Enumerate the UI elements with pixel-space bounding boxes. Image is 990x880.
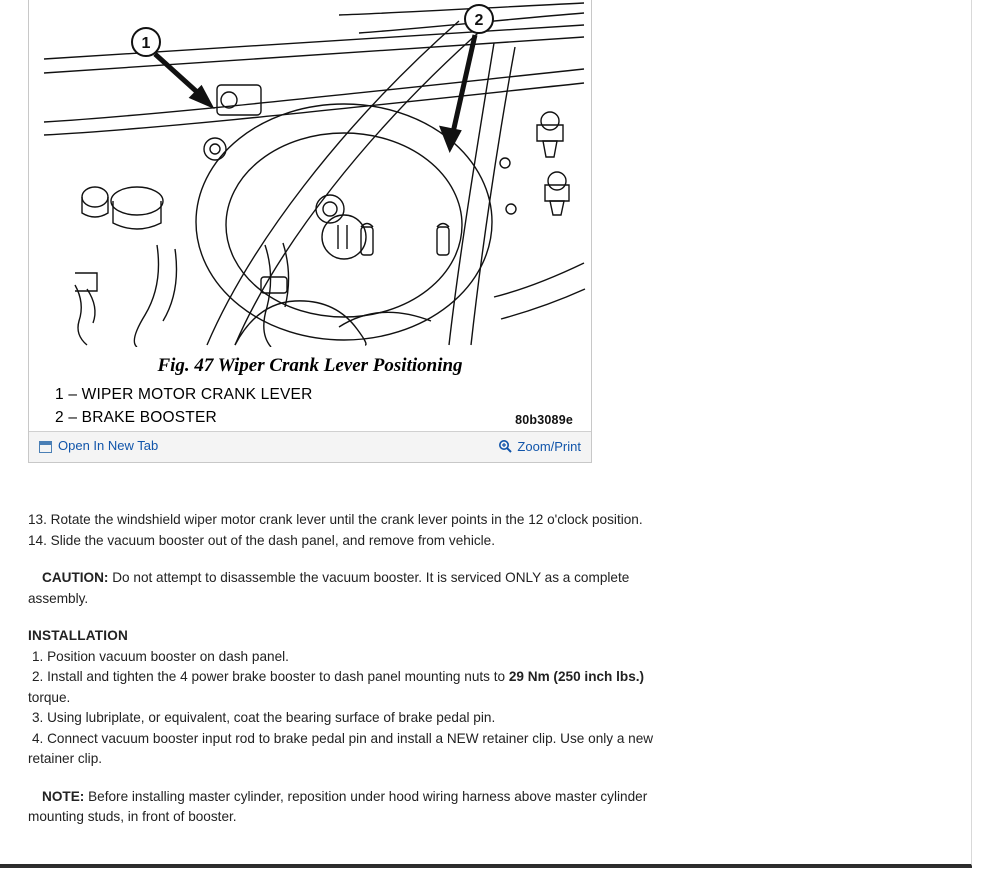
- install-step-2: [28, 667, 663, 708]
- zoom-print-button[interactable]: [498, 438, 581, 455]
- install-step-2-torque: 29 Nm (250 inch lbs.): [508, 669, 645, 684]
- figure-toolbar: [29, 431, 591, 462]
- open-in-new-tab-icon: [39, 441, 52, 453]
- legend-item-2: 2 – BRAKE BOOSTER: [55, 409, 217, 426]
- procedure-text: [28, 510, 663, 828]
- figure-legend: [55, 383, 312, 429]
- note-paragraph: [28, 787, 663, 828]
- install-step-2-post: torque.: [28, 689, 71, 705]
- magnifier-icon: [498, 439, 512, 456]
- open-in-new-tab-button[interactable]: [39, 438, 158, 453]
- figure-image-area: [29, 0, 591, 431]
- page-bottom-bar: [0, 866, 990, 880]
- step-14: 14. Slide the vacuum booster out of the dash panel, and remove from vehicle.: [28, 532, 495, 548]
- caution-text: Do not attempt to disassemble the vacuum booster. It is serviced ONLY as a complete assembly.: [28, 570, 630, 606]
- figure-code: 80b3089e: [515, 413, 573, 427]
- caution-label: CAUTION:: [42, 570, 109, 585]
- install-step-1: 1. Position vacuum booster on dash panel.: [32, 648, 289, 664]
- installation-heading: INSTALLATION: [28, 628, 129, 643]
- install-step-4: 4. Connect vacuum booster input rod to brake pedal pin and install a NEW retainer clip. Use only a new retainer clip.: [28, 730, 654, 766]
- bottom-rule: [0, 866, 972, 868]
- zoom-print-label: Zoom/Print: [517, 439, 581, 454]
- svg-text:2: 2: [474, 12, 484, 29]
- step-13: 13. Rotate the windshield wiper motor crank lever until the crank lever points in the 12 o'clock position.: [28, 512, 643, 527]
- figure-card: [28, 0, 592, 463]
- install-step-2-pre: 2. Install and tighten the 4 power brake booster to dash panel mounting nuts to: [32, 669, 509, 684]
- legend-item-1: 1 – WIPER MOTOR CRANK LEVER: [55, 386, 313, 403]
- note-text: Before installing master cylinder, reposition under hood wiring harness above master cylinder mounting studs, in front of booster.: [28, 788, 648, 824]
- caution-paragraph: [28, 568, 663, 609]
- install-step-3: 3. Using lubriplate, or equivalent, coat the bearing surface of brake pedal pin.: [32, 710, 496, 725]
- figure-illustration: [39, 0, 587, 347]
- open-in-new-tab-label: Open In New Tab: [58, 438, 159, 453]
- note-label: NOTE:: [42, 788, 85, 804]
- page-right-gutter: [972, 0, 990, 866]
- svg-text:1: 1: [141, 35, 151, 52]
- figure-caption: Fig. 47 Wiper Crank Lever Positioning: [157, 355, 463, 376]
